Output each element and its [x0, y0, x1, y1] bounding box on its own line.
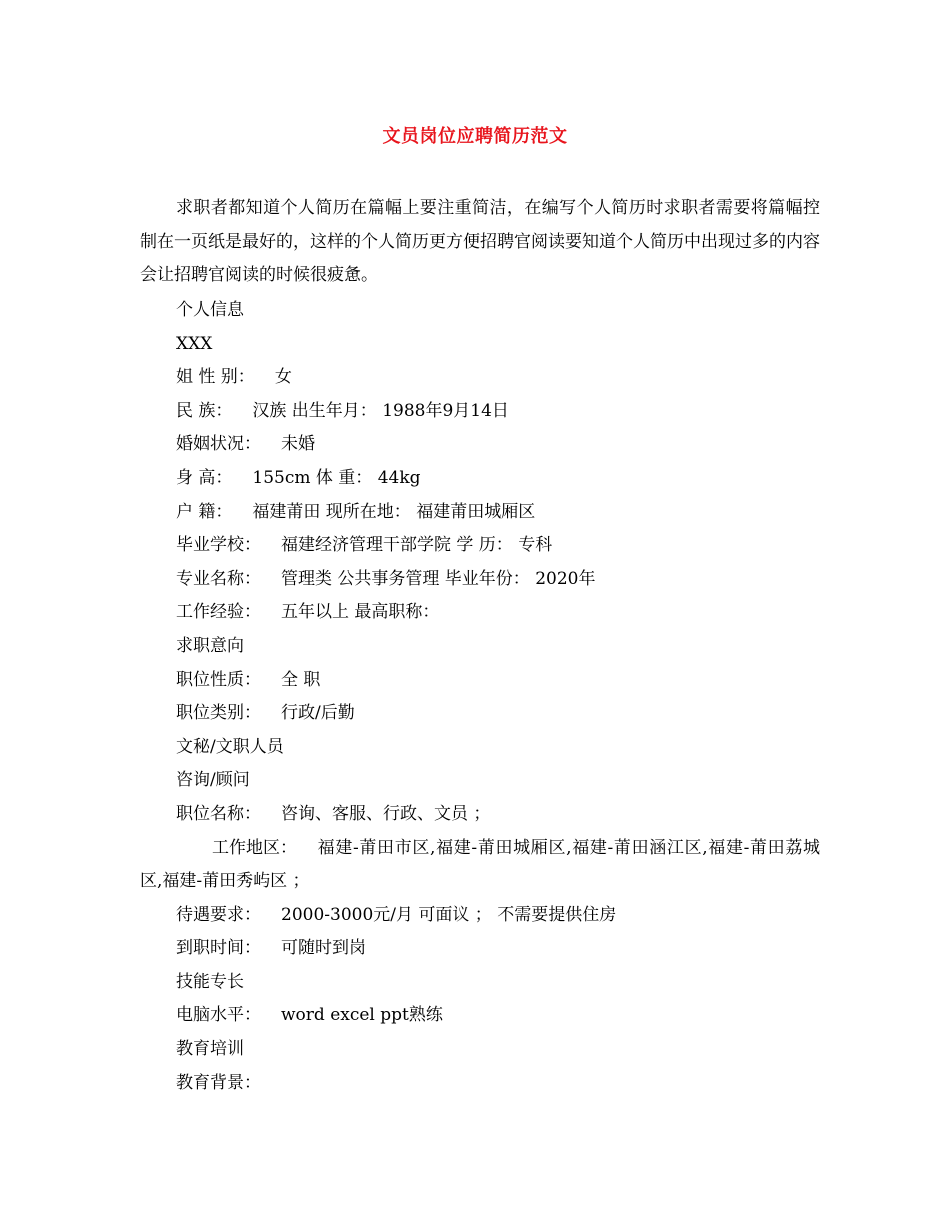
computer-skill-label: 电脑水平：: [176, 1005, 261, 1026]
education-background-label: 教育背景：: [176, 1072, 261, 1093]
major-line: [140, 563, 820, 597]
marital-line: [140, 428, 820, 462]
school-value: 福建经济管理干部学院 学 历： 专科: [281, 535, 553, 556]
section-training: 教育培训: [176, 1039, 244, 1060]
start-date-value: 可随时到岗: [281, 938, 366, 959]
job-category-label: 职位类别：: [176, 703, 261, 724]
job-nature-label: 职位性质：: [176, 669, 261, 690]
experience-line: [140, 596, 820, 630]
ethnicity-value: 汉族 出生年月： 1988年9月14日: [252, 400, 509, 421]
section-personal-info: 个人信息: [176, 300, 244, 320]
salary-label: 待遇要求：: [176, 904, 261, 925]
gender-label: 姐 性 别：: [176, 367, 255, 388]
work-area-value: 福建-莆田市区,福建-莆田城厢区,福建-莆田涵江区,福建-莆田荔城区,福建-莆田秀屿区 ；: [140, 837, 820, 892]
intro-paragraph: 求职者都知道个人简历在篇幅上要注重简洁，在编写个人简历时求职者需要将篇幅控制在一页纸是最好的，这样的个人简历更方便招聘官阅读要知道个人简历中出现过多的内容会让招聘官阅读的时候很疲惫。: [140, 198, 820, 286]
salary-line: [140, 899, 820, 933]
document-title: 文员岗位应聘简历范文: [382, 126, 568, 147]
experience-label: 工作经验：: [176, 602, 261, 623]
gender-value: 女: [274, 367, 292, 388]
major-label: 专业名称：: [176, 568, 261, 589]
computer-skill-line: [140, 999, 820, 1033]
height-label: 身 高：: [176, 467, 233, 488]
household-value: 福建莆田 现所在地： 福建莆田城厢区: [252, 501, 536, 522]
work-area-line: [140, 832, 820, 899]
section-skills: 技能专长: [176, 971, 244, 992]
job-title-label: 职位名称：: [176, 803, 261, 824]
school-line: [140, 529, 820, 563]
section-job-intent: 求职意向: [176, 635, 244, 656]
job-category-value: 行政/后勤: [281, 703, 355, 724]
experience-value: 五年以上 最高职称：: [281, 602, 440, 623]
job-title-value: 咨询、客服、行政、文员 ；: [281, 803, 491, 824]
household-label: 户 籍：: [176, 501, 233, 522]
marital-label: 婚姻状况：: [176, 434, 261, 455]
ethnicity-label: 民 族：: [176, 400, 233, 421]
job-nature-line: [140, 664, 820, 698]
computer-skill-value: word excel ppt熟练: [281, 1005, 443, 1026]
gender-line: [140, 361, 820, 395]
ethnicity-line: [140, 395, 820, 429]
school-label: 毕业学校：: [176, 535, 261, 556]
resume-body: [140, 294, 820, 1100]
name-line: XXX: [176, 333, 213, 354]
job-category-extra-1: 文秘/文职人员: [176, 736, 284, 757]
job-title-line: [140, 798, 820, 832]
salary-value: 2000-3000元/月 可面议 ； 不需要提供住房: [281, 904, 617, 925]
job-category-line: [140, 697, 820, 731]
start-date-line: [140, 932, 820, 966]
education-background-line: [140, 1067, 820, 1101]
major-value: 管理类 公共事务管理 毕业年份： 2020年: [281, 568, 596, 589]
height-line: [140, 462, 820, 496]
job-category-extra-2: 咨询/顾问: [176, 770, 250, 791]
household-line: [140, 496, 820, 530]
marital-value: 未婚: [281, 434, 315, 455]
height-value: 155cm 体 重： 44kg: [252, 467, 421, 488]
work-area-label: 工作地区：: [212, 837, 297, 858]
job-nature-value: 全 职: [281, 669, 321, 690]
start-date-label: 到职时间：: [176, 938, 261, 959]
